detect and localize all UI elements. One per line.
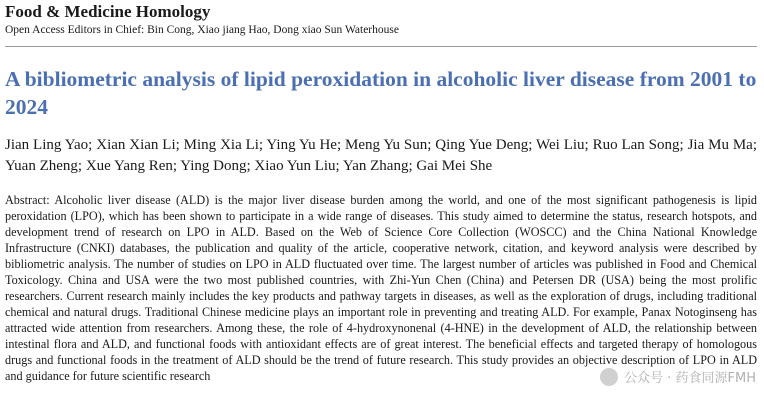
header-divider: [5, 46, 757, 47]
wechat-icon: [600, 368, 618, 386]
abstract: Abstract: Alcoholic liver disease (ALD) is the major liver disease burden among the world, and one of the most significant pathogenesis is lipid peroxidation (LPO), which has been shown to participate in a wide range of diseases. This study aimed to determine the status, research hotspots, and development trend of research on LPO in ALD. Based on the Web of Science Core Collection (WOSCC) and the China National Knowledge Infrastructure (CNKI) databases, the publication and quality of the article, cooperative network, citation, and keyword analysis were described by bibliometric analysis. The number of studies on LPO in ALD fluctuated over time. The largest number of articles was published in Food and Chemical Toxicology. China and USA were the two most published countries, with Zhi-Yun Chen (China) and Petersen DR (USA) being the most prolific researchers. Current research mainly includes the key products and pathway targets in diseases, as well as the exploration of drugs, including traditional chemical and natural drugs. Traditional Chinese medicine plays an important role in preventing and treating ALD. For example, Panax Notoginseng has attracted wide attention from researchers. Among these, the role of 4-hydroxynonenal (4-HNE) in the development of ALD, the relationship between intestinal flora and ALD, and functional foods with antioxidant effects are of great interest. The beneficial effects and targeted therapy of homologous drugs and functional foods in the treatment of ALD should be the trend of future research. This study provides an objective description of LPO in ALD and guidance for future scientific research: [5, 193, 757, 383]
article-title[interactable]: A bibliometric analysis of lipid peroxidation in alcoholic liver disease from 2001 to 2024: [5, 67, 757, 119]
author-list: Jian Ling Yao; Xian Xian Li; Ming Xia Li; Ying Yu He; Meng Yu Sun; Qing Yue Deng; Wei Liu; Ruo Lan Song; Jia Mu Ma; Yuan Zheng; Xue Yang Ren; Ying Dong; Xiao Yun Liu; Yan Zhang; Gai Mei She: [5, 137, 757, 174]
watermark: [600, 367, 756, 386]
watermark-text: 公众号 · 药食同源FMH: [624, 371, 756, 386]
editors-line: Open Access Editors in Chief: Bin Cong, Xiao jiang Hao, Dong xiao Sun Waterhouse: [5, 24, 399, 36]
journal-title: Food & Medicine Homology: [5, 2, 211, 21]
document-page: [5, 0, 757, 384]
